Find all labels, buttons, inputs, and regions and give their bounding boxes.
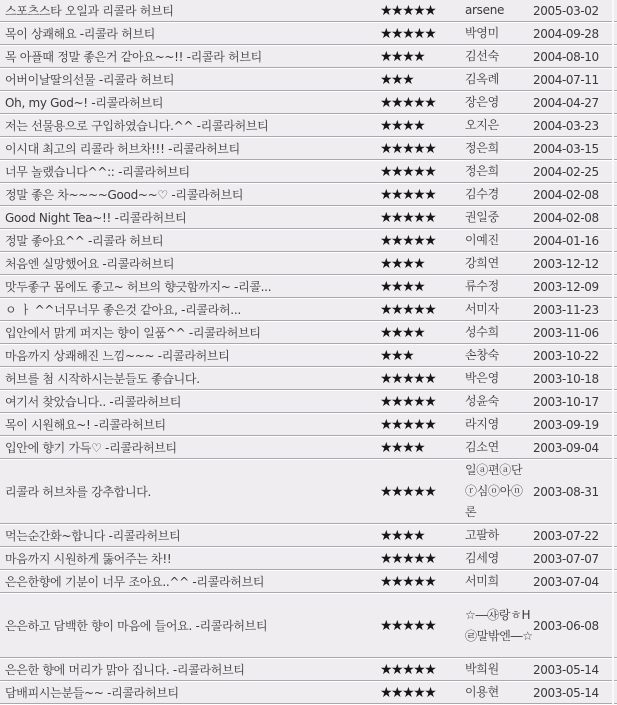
reviewer-name: 김세영 <box>465 551 499 565</box>
reviewer-name: 서미자 <box>465 302 499 316</box>
review-title-link[interactable]: 목이 상쾌해요 -리콜라 허브티 <box>5 27 156 41</box>
reviewer-name: 정은희 <box>465 141 499 155</box>
review-date: 2003-11-06 <box>533 325 599 340</box>
review-date: 2003-10-17 <box>533 394 599 409</box>
reviewer-name: 장은영 <box>465 95 499 109</box>
review-date: 2003-10-22 <box>533 348 599 363</box>
review-row <box>0 525 617 546</box>
review-row <box>0 391 617 412</box>
rating-stars: ★★★★ <box>380 117 425 134</box>
review-row <box>0 437 617 458</box>
reviewer-name: 오지은 <box>465 118 499 132</box>
reviewer-name: 김옥례 <box>465 72 499 86</box>
reviewer-name: 성수희 <box>465 325 499 339</box>
rating-stars: ★★★★ <box>380 439 425 456</box>
review-date: 2004-07-11 <box>533 72 599 87</box>
rating-stars: ★★★ <box>380 71 414 88</box>
review-title-link[interactable]: Good Night Tea~!! -리콜라허브티 <box>5 211 187 225</box>
review-title-link[interactable]: 입안에서 맑게 퍼지는 향이 일품^^ -리콜라허브티 <box>5 326 261 340</box>
review-row <box>0 115 617 136</box>
reviewer-name: 김소연 <box>465 440 499 454</box>
review-row <box>0 69 617 90</box>
review-row <box>0 138 617 159</box>
rating-stars: ★★★★★ <box>380 232 436 249</box>
rating-stars: ★★★★★ <box>380 617 436 634</box>
review-row <box>0 276 617 297</box>
reviewer-name: ☆―㉴랑ㅎH㉣말밖엔―☆ <box>465 607 533 643</box>
review-date: 2003-07-04 <box>533 574 599 589</box>
review-title-link[interactable]: Oh, my God~! -리콜라허브티 <box>5 96 164 110</box>
review-title-link[interactable]: 은은하고 담백한 향이 마음에 들어요. -리콜라허브티 <box>5 619 268 633</box>
review-row <box>0 659 617 680</box>
reviewer-name: 강희연 <box>465 256 499 270</box>
review-date: 2003-05-14 <box>533 685 599 700</box>
review-row <box>0 682 617 703</box>
review-row <box>0 345 617 366</box>
review-title-link[interactable]: 여기서 찾았습니다.. -리콜라허브티 <box>5 395 182 409</box>
review-date: 2003-10-18 <box>533 371 599 386</box>
reviewer-name: 박영미 <box>465 26 499 40</box>
review-title-link[interactable]: 처음엔 실망했어요 -리콜라허브티 <box>5 257 175 271</box>
rating-stars: ★★★★★ <box>380 163 436 180</box>
reviewer-name: 류수정 <box>465 279 499 293</box>
rating-stars: ★★★★ <box>380 278 425 295</box>
rating-stars: ★★★★★ <box>380 140 436 157</box>
rating-stars: ★★★★★ <box>380 2 436 19</box>
review-title-link[interactable]: 은은한 향에 머리가 맑아 집니다. -리콜라허브티 <box>5 663 245 677</box>
review-row <box>0 322 617 343</box>
review-date: 2003-07-07 <box>533 551 599 566</box>
review-row <box>0 46 617 67</box>
review-row <box>0 161 617 182</box>
rating-stars: ★★★★★ <box>380 301 436 318</box>
reviewer-name: 박은영 <box>465 371 499 385</box>
review-row <box>0 253 617 274</box>
review-title-link[interactable]: 리콜라 허브차를 강추합니다. <box>5 485 152 499</box>
rating-stars: ★★★★ <box>380 527 425 544</box>
review-date: 2003-08-31 <box>533 484 599 499</box>
reviewer-name: 이예진 <box>465 233 499 247</box>
reviewer-name: 김선숙 <box>465 49 499 63</box>
reviewer-name: 김수경 <box>465 187 499 201</box>
review-date: 2003-12-12 <box>533 256 599 271</box>
review-row <box>0 207 617 228</box>
review-row <box>0 92 617 113</box>
review-date: 2004-02-25 <box>533 164 599 179</box>
rating-stars: ★★★★★ <box>380 393 436 410</box>
rating-stars: ★★★★★ <box>380 684 436 701</box>
review-row <box>0 594 617 657</box>
review-date: 2003-06-08 <box>533 618 599 633</box>
review-title-link[interactable]: 목이 시원해요~! -리콜라허브티 <box>5 418 166 432</box>
reviewer-name: 이용현 <box>465 685 499 699</box>
review-title-link[interactable]: ㅇ ㅏ ^^너무너무 좋은것 같아요, -리콜라허... <box>5 303 241 317</box>
reviewer-name: 고팔하 <box>465 528 499 542</box>
review-date: 2003-05-14 <box>533 662 599 677</box>
review-title-link[interactable]: 저는 선물용으로 구입하였습니다.^^ -리콜라허브티 <box>5 119 269 133</box>
review-row <box>0 230 617 251</box>
rating-stars: ★★★★ <box>380 324 425 341</box>
review-date: 2003-09-04 <box>533 440 599 455</box>
review-row <box>0 414 617 435</box>
reviewer-name: 권일중 <box>465 210 499 224</box>
review-title-link[interactable]: 너무 놀랬습니다^^:: -리콜라허브티 <box>5 165 190 179</box>
review-title-link[interactable]: 어버이날딸의선물 -리콜라 허브티 <box>5 73 175 87</box>
review-date: 2005-03-02 <box>533 3 599 18</box>
review-title-link[interactable]: 먹는순간화~합니다 -리콜라허브티 <box>5 529 181 543</box>
review-title-link[interactable]: 마음까지 시원하게 뚫어주는 차!! <box>5 552 172 566</box>
review-date: 2003-09-19 <box>533 417 599 432</box>
reviewer-name: 정은희 <box>465 164 499 178</box>
rating-stars: ★★★★★ <box>380 483 436 500</box>
rating-stars: ★★★★★ <box>380 209 436 226</box>
review-title-link[interactable]: 정말 좋아요^^ -리콜라 허브티 <box>5 234 164 248</box>
review-date: 2003-12-09 <box>533 279 599 294</box>
review-title-link[interactable]: 이시대 최고의 리콜라 허브차!!! -리콜라허브티 <box>5 142 240 156</box>
reviewer-name: 라지영 <box>465 417 499 431</box>
reviewer-name: 서미희 <box>465 574 499 588</box>
rating-stars: ★★★★★ <box>380 370 436 387</box>
review-row <box>0 23 617 44</box>
review-date: 2004-02-08 <box>533 187 599 202</box>
review-title-link[interactable]: 은은한향에 기분이 너무 조아요..^^ -리콜라허브티 <box>5 575 265 589</box>
rating-stars: ★★★★ <box>380 255 425 272</box>
rating-stars: ★★★★★ <box>380 550 436 567</box>
review-row <box>0 0 617 21</box>
review-date: 2004-03-23 <box>533 118 599 133</box>
review-title-link[interactable]: 스포츠스타 오일과 리콜라 허브티 <box>5 4 174 18</box>
reviewer-name: 손창숙 <box>465 348 499 362</box>
rating-stars: ★★★★★ <box>380 573 436 590</box>
rating-stars: ★★★★ <box>380 48 425 65</box>
review-title-link[interactable]: 담배피시는분들~~ -리콜라허브티 <box>5 686 179 700</box>
review-row <box>0 184 617 205</box>
review-title-link[interactable]: 정말 좋은 차~~~~Good~~♡ -리콜라허브티 <box>5 188 244 202</box>
rating-stars: ★★★★★ <box>380 25 436 42</box>
rating-stars: ★★★★★ <box>380 661 436 678</box>
review-row <box>0 548 617 569</box>
review-row <box>0 368 617 389</box>
reviewer-name: 박희원 <box>465 662 499 676</box>
review-title-link[interactable]: 맛두좋구 몸에도 좋고~ 허브의 향긋함까지~ -리콜... <box>5 280 272 294</box>
rating-stars: ★★★ <box>380 347 414 364</box>
review-date: 2004-01-16 <box>533 233 599 248</box>
reviewer-name: 성윤숙 <box>465 394 499 408</box>
review-title-link[interactable]: 입안에 향기 가득♡ -리콜라허브티 <box>5 441 177 455</box>
review-date: 2004-03-15 <box>533 141 599 156</box>
rating-stars: ★★★★★ <box>380 186 436 203</box>
review-date: 2003-07-22 <box>533 528 599 543</box>
review-title-link[interactable]: 목 아플때 정말 좋은거 같아요~~!! -리콜라 허브티 <box>5 50 262 64</box>
rating-stars: ★★★★★ <box>380 416 436 433</box>
reviewer-name: 일ⓐ편ⓐ단ⓡ심ⓞ아ⓝ론 <box>465 463 523 519</box>
review-row <box>0 299 617 320</box>
review-row <box>0 460 617 523</box>
review-date: 2004-08-10 <box>533 49 599 64</box>
review-row <box>0 571 617 592</box>
review-date: 2003-11-23 <box>533 302 599 317</box>
rating-stars: ★★★★★ <box>380 94 436 111</box>
review-date: 2004-02-08 <box>533 210 599 225</box>
review-title-link[interactable]: 마음까지 상쾌해진 느낌~~~ -리콜라허브티 <box>5 349 230 363</box>
review-date: 2004-09-28 <box>533 26 599 41</box>
reviewer-name: arsene <box>465 3 505 17</box>
review-title-link[interactable]: 허브를 첨 시작하시는분들도 좋습니다. <box>5 372 200 386</box>
review-date: 2004-04-27 <box>533 95 599 110</box>
